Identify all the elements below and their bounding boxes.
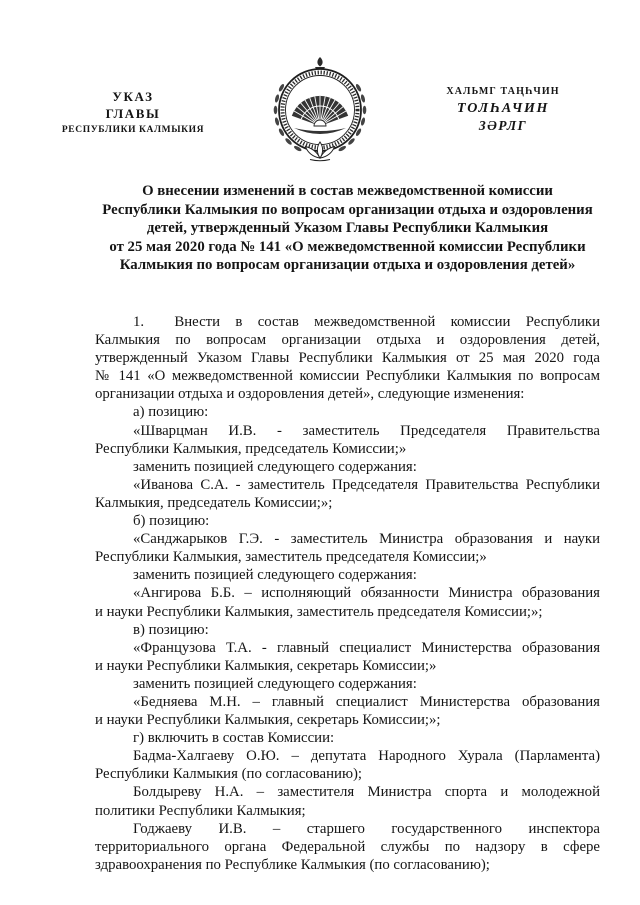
body-line: «Французова Т.А. - главный специалист Министерства образования bbox=[133, 639, 600, 656]
body-line: заменить позицией следующего содержания: bbox=[133, 458, 417, 475]
header-right-line-3: ЗӘРЛГ bbox=[478, 118, 528, 133]
body-line: г) включить в состав Комиссии: bbox=[133, 730, 335, 747]
title-line: детей, утвержденный Указом Главы Республики Калмыкия bbox=[146, 220, 549, 237]
document-title bbox=[95, 182, 600, 275]
header-right-heading bbox=[413, 83, 593, 134]
body-line: б) позицию: bbox=[133, 513, 210, 530]
body-line: Годжаеву И.В. – старшего государственного инспектора bbox=[133, 820, 600, 837]
body-line: «Ангирова Б.Б. – исполняющий обязанности Министра образования bbox=[133, 585, 600, 602]
header-left-line-3: РЕСПУБЛИКИ КАЛМЫКИЯ bbox=[61, 125, 205, 135]
body-line-text: Внести в состав межведомственной комиссии Республики bbox=[174, 314, 600, 330]
coat-of-arms-emblem bbox=[270, 56, 370, 162]
emblem-finial bbox=[315, 57, 325, 70]
body-line: политики Республики Калмыкия; bbox=[95, 802, 306, 819]
header-left-heading bbox=[43, 88, 223, 139]
body-line: заменить позицией следующего содержания: bbox=[133, 675, 417, 692]
body-line bbox=[95, 313, 600, 331]
body-line: территориального органа Федеральной службы по надзору в сфере bbox=[95, 838, 600, 855]
body-line: Бадма-Халгаеву О.Ю. – депутата Народного Хурала (Парламента) bbox=[133, 748, 600, 765]
body-line: Болдыреву Н.А. – заместителя Министра спорта и молодежной bbox=[133, 784, 600, 801]
body-line: «Иванова С.А. - заместитель Председателя Правительства Республики bbox=[133, 476, 600, 493]
item-number: 1. bbox=[133, 314, 145, 330]
body-line: и науки Республики Калмыкия, секретарь Комиссии;» bbox=[95, 657, 437, 674]
body-line: Калмыкия, председатель Комиссии;»; bbox=[95, 494, 333, 511]
body-line: Республики Калмыкия (по согласованию); bbox=[95, 766, 363, 783]
document-body bbox=[95, 313, 600, 874]
title-line: Республики Калмыкия по вопросам организации отдыха и оздоровления bbox=[102, 201, 593, 218]
body-line: утвержденный Указом Главы Республики Калмыкия от 25 мая 2020 года bbox=[95, 350, 600, 367]
body-line: в) позицию: bbox=[133, 621, 209, 638]
body-line: и науки Республики Калмыкия, секретарь Комиссии;»; bbox=[95, 712, 441, 729]
body-line: «Бедняева М.Н. – главный специалист Министерства образования bbox=[133, 693, 600, 710]
body-line: Калмыкия по вопросам организации отдыха и оздоровления детей, bbox=[95, 332, 600, 349]
body-line: а) позицию: bbox=[133, 404, 209, 421]
body-line: организации отдыха и оздоровления детей», следующие изменения: bbox=[95, 386, 525, 403]
body-line: № 141 «О межведомственной комиссии Республики Калмыкия по вопросам bbox=[95, 368, 600, 385]
body-line: «Шварцман И.В. - заместитель Председателя Правительства bbox=[133, 422, 600, 439]
body-line: Республики Калмыкия, заместитель председателя Комиссии;» bbox=[95, 549, 487, 566]
body-line: и науки Республики Калмыкия, заместитель председателя Комиссии;»; bbox=[95, 603, 543, 620]
title-line: от 25 мая 2020 года № 141 «О межведомственной комиссии Республики bbox=[109, 238, 586, 255]
body-line: Республики Калмыкия, председатель Комиссии;» bbox=[95, 440, 407, 457]
body-line: здравоохранения по Республике Калмыкия (по согласованию); bbox=[95, 856, 490, 873]
title-line: Калмыкия по вопросам организации отдыха и оздоровления детей» bbox=[119, 257, 576, 274]
title-line: О внесении изменений в состав межведомственной комиссии bbox=[142, 183, 553, 199]
emblem-icon bbox=[270, 56, 370, 162]
header-right-line-2: ТОЛҺАЧИН bbox=[457, 101, 549, 116]
header-left-line-2: ГЛАВЫ bbox=[105, 106, 161, 121]
body-line: «Санджарыков Г.Э. - заместитель Министра образования и науки bbox=[133, 531, 600, 548]
body-line: заменить позицией следующего содержания: bbox=[133, 567, 417, 584]
header-left-line-1: УКАЗ bbox=[112, 89, 154, 104]
header-right-line-1: ХАЛЬМГ ТАҢҺЧИН bbox=[446, 86, 560, 97]
